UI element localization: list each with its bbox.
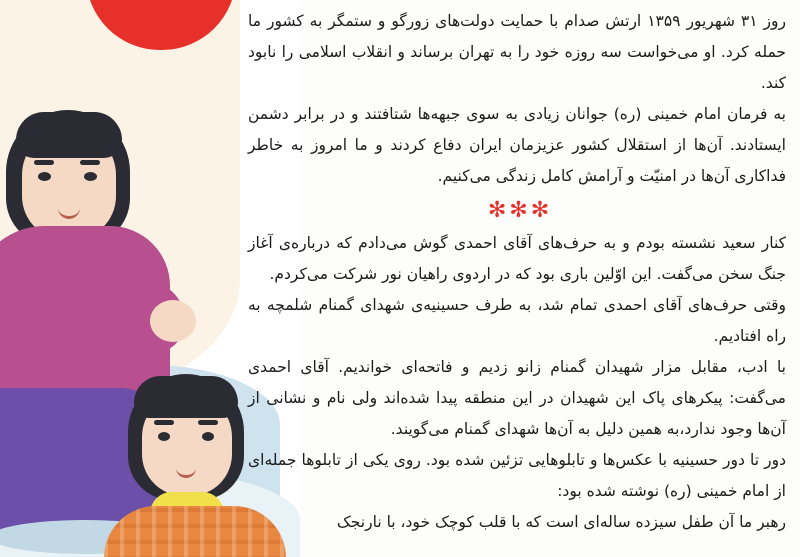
paragraph: وقتی حرف‌های آقای احمدی تمام شد، به طرف حسینیه‌ی شهدای گمنام شلمچه به راه افتادیم. — [248, 296, 786, 345]
woman-eye-right — [84, 172, 97, 181]
paragraph: با ادب، مقابل مزار شهیدان گمنام زانو زدیم و فاتحه‌ای خواندیم. آقای احمدی می‌گفت: پیکرهای پاک این شهیدان در این منطقه پیدا شده‌اند ولی نام و نشانی از آن‌ها وجود ندارد،به همین دلیل به آن‌ها شهدای گمنام می‌گویند. — [248, 358, 786, 438]
section-divider: ✻✻✻ — [487, 198, 553, 223]
boy-fringe — [134, 376, 238, 418]
woman-fringe — [16, 112, 122, 158]
paragraph: کنار سعید نشسته بودم و به حرف‌های آقای احمدی گوش می‌دادم که درباره‌ی آغاز جنگ سخن می‌گفت. این اوّلین باری بود که در اردوی راهیان نور شرکت می‌کردم. — [248, 234, 786, 283]
woman-eye-left — [38, 172, 51, 181]
paragraph: رهبر ما آن طفل سیزده ساله‌ای است که با قلب کوچک خود، با نارنجک — [336, 513, 786, 531]
text-column — [240, 0, 800, 557]
woman-eyebrow-right — [80, 160, 100, 165]
woman-hand — [150, 300, 196, 342]
boy-eyebrow-left — [154, 420, 174, 425]
boy-eye-right — [202, 432, 214, 441]
paragraph: دور تا دور حسینیه با عکس‌ها و تابلوهایی تزئین شده بود. روی یکی از تابلوها جمله‌ای از امام خمینی (ره) نوشته شده بود: — [248, 451, 786, 500]
boy-eyebrow-right — [198, 420, 218, 425]
woman-eyebrow-left — [34, 160, 54, 165]
boy-eye-left — [158, 432, 170, 441]
paragraph: روز ۳۱ شهریور ۱۳۵۹ ارتش صدام با حمایت دولت‌های زورگو و ستمگر به کشور ما حمله کرد. او می‌خواست سه روزه خود را به تهران برساند و انقلاب اسلامی را نابود کند. — [248, 12, 786, 92]
paragraph: به فرمان امام خمینی (ره) جوانان زیادی به سوی جبهه‌ها شتافتند و در برابر دشمن ایستادند. آن‌ها از استقلال کشور عزیزمان ایران دفاع کردند و ما امروز به خاطر فداکاری آن‌ها در امنیّت و آرامش کامل زندگی می‌کنیم. — [248, 105, 786, 185]
